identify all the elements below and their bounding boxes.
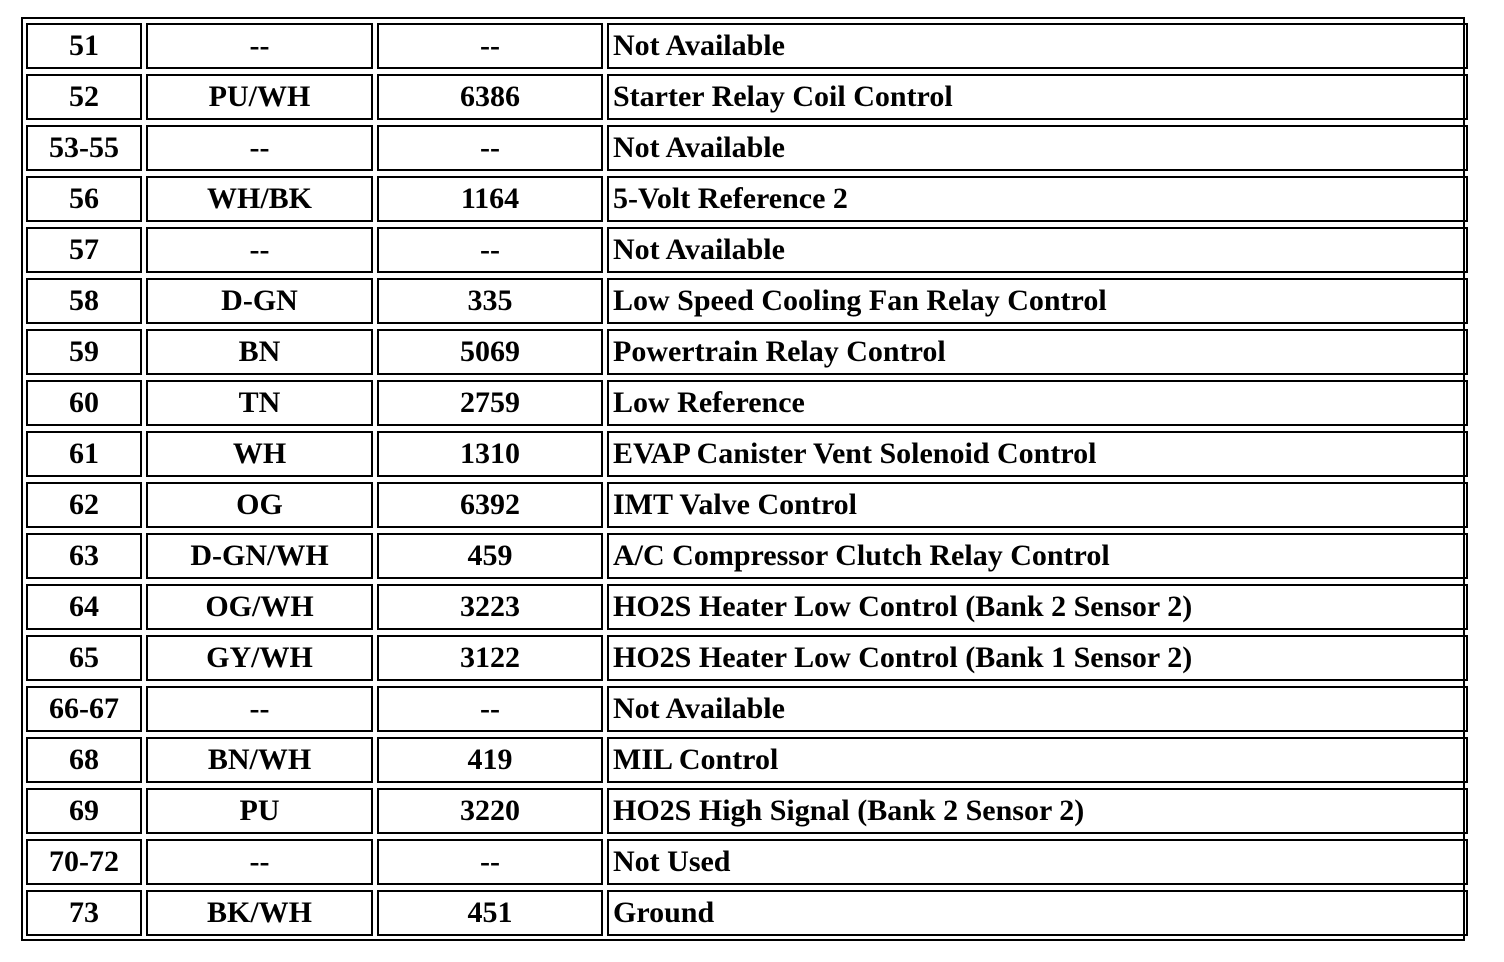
table-row — [26, 482, 1468, 528]
wire-color-cell: GY/WH — [146, 635, 373, 681]
circuit-number-cell: 3122 — [377, 635, 603, 681]
pin-function-cell: Not Available — [607, 686, 1468, 732]
circuit-number-cell: -- — [377, 686, 603, 732]
circuit-number-cell: 419 — [377, 737, 603, 783]
pin-function-cell: Low Speed Cooling Fan Relay Control — [607, 278, 1468, 324]
wire-color-cell: -- — [146, 227, 373, 273]
pin-function-cell: HO2S Heater Low Control (Bank 1 Sensor 2) — [607, 635, 1468, 681]
pin-function-cell: 5-Volt Reference 2 — [607, 176, 1468, 222]
pin-number-cell: 65 — [26, 635, 142, 681]
table-row — [26, 176, 1468, 222]
pin-number-cell: 69 — [26, 788, 142, 834]
pin-number-cell: 53-55 — [26, 125, 142, 171]
pin-function-cell: MIL Control — [607, 737, 1468, 783]
pin-function-cell: Ground — [607, 890, 1468, 936]
circuit-number-cell: -- — [377, 23, 603, 69]
pin-number-cell: 58 — [26, 278, 142, 324]
wire-color-cell: D-GN/WH — [146, 533, 373, 579]
pin-function-cell: A/C Compressor Clutch Relay Control — [607, 533, 1468, 579]
pin-number-cell: 64 — [26, 584, 142, 630]
wire-color-cell: BN/WH — [146, 737, 373, 783]
circuit-number-cell: 2759 — [377, 380, 603, 426]
wire-color-cell: -- — [146, 23, 373, 69]
table-row — [26, 737, 1468, 783]
pin-number-cell: 52 — [26, 74, 142, 120]
circuit-number-cell: 5069 — [377, 329, 603, 375]
wire-color-cell: WH/BK — [146, 176, 373, 222]
wire-color-cell: OG — [146, 482, 373, 528]
pin-number-cell: 60 — [26, 380, 142, 426]
pin-function-cell: HO2S Heater Low Control (Bank 2 Sensor 2) — [607, 584, 1468, 630]
pinout-table-frame — [21, 17, 1465, 941]
table-row — [26, 329, 1468, 375]
circuit-number-cell: 335 — [377, 278, 603, 324]
pinout-table-body — [26, 23, 1468, 936]
table-row — [26, 227, 1468, 273]
wire-color-cell: TN — [146, 380, 373, 426]
circuit-number-cell: 6386 — [377, 74, 603, 120]
table-row — [26, 380, 1468, 426]
wire-color-cell: PU — [146, 788, 373, 834]
pin-function-cell: IMT Valve Control — [607, 482, 1468, 528]
pin-number-cell: 57 — [26, 227, 142, 273]
wire-color-cell: PU/WH — [146, 74, 373, 120]
circuit-number-cell: 459 — [377, 533, 603, 579]
table-row — [26, 74, 1468, 120]
table-row — [26, 788, 1468, 834]
pin-function-cell: Powertrain Relay Control — [607, 329, 1468, 375]
table-row — [26, 635, 1468, 681]
wire-color-cell: BN — [146, 329, 373, 375]
circuit-number-cell: 1164 — [377, 176, 603, 222]
wire-color-cell: -- — [146, 839, 373, 885]
pin-number-cell: 59 — [26, 329, 142, 375]
pin-number-cell: 66-67 — [26, 686, 142, 732]
circuit-number-cell: 6392 — [377, 482, 603, 528]
table-row — [26, 890, 1468, 936]
pin-number-cell: 51 — [26, 23, 142, 69]
pinout-table — [22, 18, 1472, 941]
pin-number-cell: 68 — [26, 737, 142, 783]
circuit-number-cell: 3223 — [377, 584, 603, 630]
table-row — [26, 278, 1468, 324]
circuit-number-cell: -- — [377, 839, 603, 885]
wire-color-cell: -- — [146, 686, 373, 732]
pin-function-cell: Not Available — [607, 227, 1468, 273]
wire-color-cell: WH — [146, 431, 373, 477]
pin-function-cell: EVAP Canister Vent Solenoid Control — [607, 431, 1468, 477]
pin-function-cell: Not Available — [607, 125, 1468, 171]
pin-number-cell: 56 — [26, 176, 142, 222]
circuit-number-cell: -- — [377, 125, 603, 171]
table-row — [26, 431, 1468, 477]
circuit-number-cell: 1310 — [377, 431, 603, 477]
wire-color-cell: D-GN — [146, 278, 373, 324]
wire-color-cell: OG/WH — [146, 584, 373, 630]
table-row — [26, 23, 1468, 69]
pin-function-cell: HO2S High Signal (Bank 2 Sensor 2) — [607, 788, 1468, 834]
wire-color-cell: -- — [146, 125, 373, 171]
pin-number-cell: 62 — [26, 482, 142, 528]
pin-number-cell: 73 — [26, 890, 142, 936]
table-row — [26, 839, 1468, 885]
table-row — [26, 686, 1468, 732]
pin-number-cell: 61 — [26, 431, 142, 477]
pin-function-cell: Starter Relay Coil Control — [607, 74, 1468, 120]
circuit-number-cell: -- — [377, 227, 603, 273]
pin-function-cell: Low Reference — [607, 380, 1468, 426]
table-row — [26, 584, 1468, 630]
table-row — [26, 125, 1468, 171]
table-row — [26, 533, 1468, 579]
pin-number-cell: 70-72 — [26, 839, 142, 885]
circuit-number-cell: 451 — [377, 890, 603, 936]
pin-function-cell: Not Used — [607, 839, 1468, 885]
pin-number-cell: 63 — [26, 533, 142, 579]
circuit-number-cell: 3220 — [377, 788, 603, 834]
pin-function-cell: Not Available — [607, 23, 1468, 69]
wire-color-cell: BK/WH — [146, 890, 373, 936]
